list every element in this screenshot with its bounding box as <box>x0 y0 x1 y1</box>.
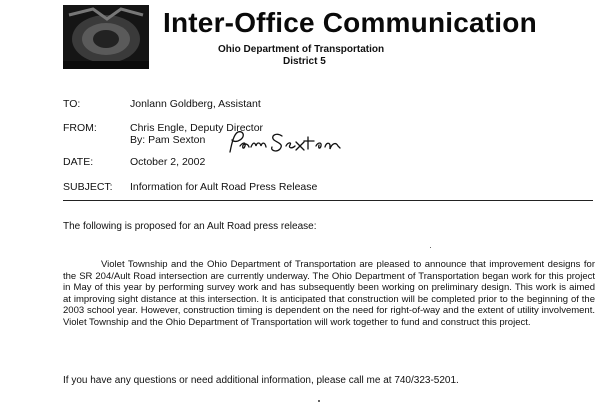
intro-line: The following is proposed for an Ault Road press release: <box>63 221 317 232</box>
to-label: TO: <box>63 98 81 110</box>
subject-value: Information for Ault Road Press Release <box>130 181 318 193</box>
district-name: District 5 <box>283 56 326 67</box>
date-value: October 2, 2002 <box>130 156 206 168</box>
scan-speck <box>318 400 320 402</box>
odot-logo <box>63 5 149 69</box>
press-release-paragraph: Violet Township and the Ohio Department of Transportation are pleased to announce that improvement designs for the SR 204/Ault Road intersection are currently underway. The Ohio Department of Transportation began work for this project in May of this year by performing survey work and has subsequently been working on preliminary design. This work is aimed at improving sight distance at this intersection. It is anticipated that construction will be completed prior to the beginning of the 2003 school year. However, construction timing is dependent on the need for right-of-way and the extent of utility involvement. Violet Township and the Ohio Department of Transportation will work together to fund and construct this project. <box>63 259 595 328</box>
header-divider <box>63 200 593 201</box>
from-value-line1: Chris Engle, Deputy Director <box>130 122 264 134</box>
scan-speck <box>430 247 431 248</box>
closing-line: If you have any questions or need additional information, please call me at 740/323-5201. <box>63 375 459 386</box>
handwritten-signature <box>226 128 356 158</box>
from-value-line2: By: Pam Sexton <box>130 134 206 146</box>
from-label: FROM: <box>63 122 97 134</box>
seal-icon <box>63 5 149 69</box>
department-name: Ohio Department of Transportation <box>218 44 385 55</box>
memo-title: Inter-Office Communication <box>163 7 537 38</box>
date-label: DATE: <box>63 156 94 168</box>
to-value: Jonlann Goldberg, Assistant <box>130 98 261 110</box>
subject-label: SUBJECT: <box>63 181 113 193</box>
